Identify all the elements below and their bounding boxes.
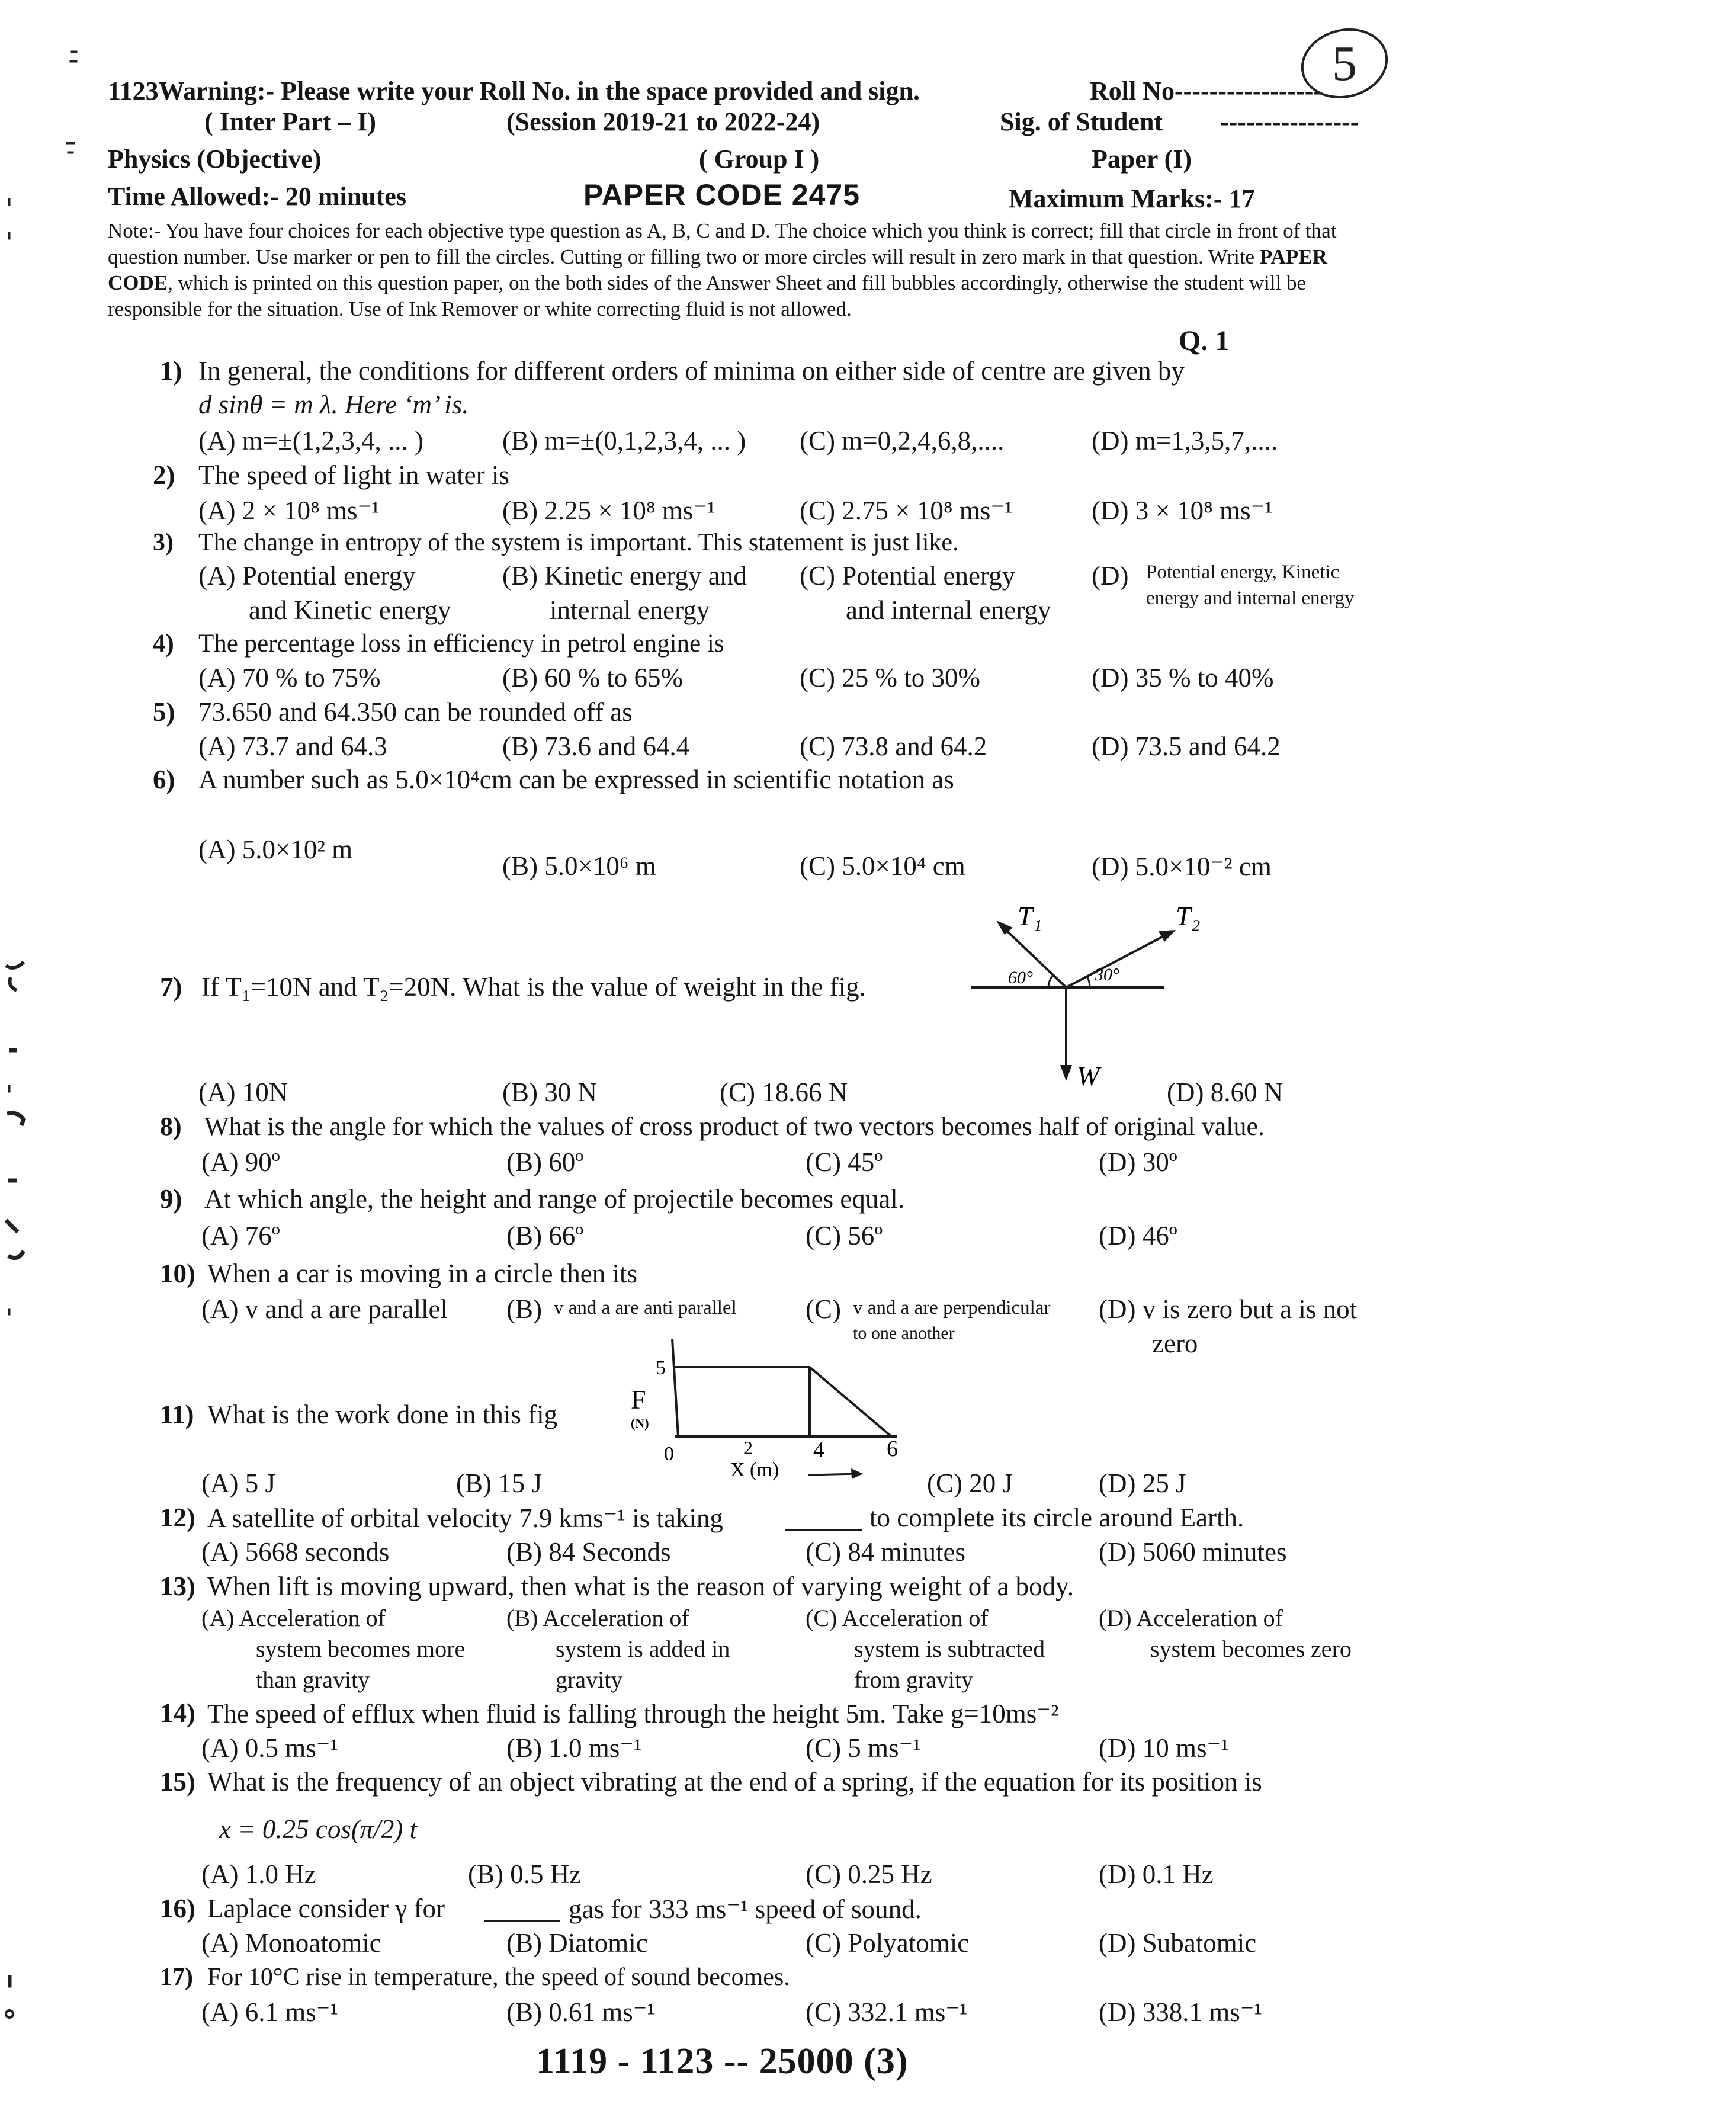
question-number: 9) (160, 1184, 182, 1214)
option-a: (A) 90º (201, 1147, 280, 1177)
question-number: 10) (160, 1259, 195, 1288)
option-d: (D) Acceleration of (1099, 1605, 1283, 1631)
option-b: (B) m=±(0,1,2,3,4, ... ) (502, 426, 746, 456)
option-c: (C) 18.66 N (720, 1077, 848, 1107)
warning-line: 1123Warning:- Please write your Roll No. in the space provided and sign. (108, 76, 920, 105)
option-a-continued: system becomes more (256, 1635, 466, 1662)
option-b-label: (B) (506, 1294, 542, 1324)
option-c-continued: system is subtracted (854, 1635, 1045, 1662)
option-c: v and a are perpendicular (853, 1297, 1051, 1319)
option-b: (B) 84 Seconds (506, 1537, 671, 1567)
roll-number-field: Roll No----------------- (1090, 76, 1323, 105)
question-number: 6) (153, 765, 175, 794)
question-number: 17) (160, 1964, 193, 1991)
question-text: Laplace consider γ for (207, 1894, 445, 1923)
signature-dashes: ---------------- (1220, 107, 1359, 136)
x-tick-2: 2 (743, 1437, 753, 1458)
weight-arrowhead (1060, 1065, 1072, 1081)
x-tick-4: 4 (813, 1438, 824, 1462)
question-number: 8) (160, 1112, 182, 1141)
margin-marks (0, 0, 71, 2120)
circled-page-number (1294, 21, 1401, 116)
option-c: (C) 20 J (927, 1468, 1013, 1498)
footer-code: 1119 - 1123 -- 25000 (3) (536, 2041, 909, 2081)
x-axis-label: X (m) (730, 1459, 779, 1481)
option-b-continued-2: gravity (556, 1666, 623, 1693)
option-a: (A) 6.1 ms⁻¹ (201, 1997, 338, 2027)
question-text: The speed of light in water is (198, 460, 509, 490)
option-d: (D) 30º (1099, 1147, 1177, 1177)
option-b: (B) 2.25 × 10⁸ ms⁻¹ (502, 496, 715, 525)
question-text: If T₁=10N and T₂=20N. What is the value of weight in the fig. (201, 972, 866, 1002)
option-c: (C) 2.75 × 10⁸ ms⁻¹ (800, 496, 1013, 525)
option-c: (C) Polyatomic (806, 1928, 970, 1958)
force-displacement-graph (619, 1339, 951, 1481)
y-axis (672, 1339, 678, 1436)
option-c: (C) 5 ms⁻¹ (806, 1733, 921, 1763)
option-a: (A) 2 × 10⁸ ms⁻¹ (198, 496, 380, 525)
option-b: (B) Kinetic energy and (502, 561, 747, 591)
question-number: 16) (160, 1894, 195, 1923)
answer-blank (785, 1529, 862, 1531)
question-text: What is the angle for which the values of cross product of two vectors becomes half of original value. (204, 1112, 1265, 1141)
subject: Physics (Objective) (108, 145, 322, 174)
option-b: (B) 73.6 and 64.4 (502, 732, 690, 761)
option-d: (D) 8.60 N (1167, 1077, 1283, 1107)
option-d: (D) v is zero but a is not (1099, 1294, 1358, 1324)
angle-30-label: 30° (1095, 965, 1119, 984)
option-c: (C) Potential energy (800, 561, 1016, 591)
option-b: (B) 15 J (456, 1468, 542, 1498)
option-d: (D) 338.1 ms⁻¹ (1099, 1997, 1262, 2027)
option-d: (D) 25 J (1099, 1468, 1186, 1498)
option-d-label: (D) (1092, 561, 1129, 591)
angle-60-label: 60° (1008, 968, 1033, 987)
t1-label: T₁ (1018, 901, 1042, 931)
option-c: (C) 332.1 ms⁻¹ (806, 1997, 968, 2027)
signature-label: Sig. of Student (1000, 107, 1163, 136)
option-b: (B) 0.61 ms⁻¹ (506, 1997, 655, 2027)
option-b: (B) 60º (506, 1147, 584, 1177)
option-d: (D) 46º (1099, 1221, 1177, 1250)
option-a: (A) 0.5 ms⁻¹ (201, 1733, 338, 1763)
option-d: (D) 73.5 and 64.2 (1092, 732, 1281, 761)
option-a: (A) Monoatomic (201, 1928, 381, 1958)
time-allowed: Time Allowed:- 20 minutes (108, 182, 406, 211)
option-a: (A) 10N (198, 1077, 288, 1107)
question-number: 2) (153, 460, 175, 490)
option-b: (B) Diatomic (506, 1928, 648, 1958)
question-text: The percentage loss in efficiency in petrol engine is (198, 630, 724, 658)
option-a: (A) v and a are parallel (201, 1294, 448, 1324)
inter-part: ( Inter Part – I) (204, 107, 376, 136)
x-arrow (808, 1474, 859, 1475)
question-text: At which angle, the height and range of projectile becomes equal. (204, 1184, 905, 1214)
instructions-note: Note:- You have four choices for each objective type question as A, B, C and D. The choice which you think is correct; fill that circle in front of that question number. Use marker or pen to fill the circles. Cutting or filling two or more circles will result in zero mark in that question. Write PAPER CODE, which is printed on this question paper, on the both sides of the Answer Sheet and fill bubbles accordingly, otherwise the student will be responsible for the situation. Use of Ink Remover or white correcting fluid is not allowed. (108, 219, 1337, 320)
maximum-marks: Maximum Marks:- 17 (1009, 184, 1255, 213)
question-text: What is the work done in this fig (207, 1400, 558, 1429)
option-c-continued-2: from gravity (854, 1666, 974, 1693)
question-text-continued: d sinθ = m λ. Here ‘m’ is. (198, 390, 469, 419)
option-b: (B) Acceleration of (506, 1605, 689, 1631)
option-b: (B) 60 % to 65% (502, 663, 683, 692)
option-d: Potential energy, Kinetic (1146, 562, 1340, 583)
question-number: 4) (153, 630, 174, 658)
answer-blank (484, 1920, 560, 1922)
option-a: (A) Potential energy (198, 561, 416, 591)
option-c-continued: and internal energy (846, 595, 1051, 625)
option-d: (D) 5.0×10⁻² cm (1092, 852, 1272, 881)
session: (Session 2019-21 to 2022-24) (506, 107, 820, 136)
t2-label: T₂ (1176, 901, 1201, 931)
option-c: (C) 45º (806, 1147, 883, 1177)
question-text: For 10°C rise in temperature, the speed of sound becomes. (207, 1964, 790, 1991)
option-d: (D) 35 % to 40% (1092, 663, 1274, 692)
circled-number-text: 5 (1332, 36, 1357, 91)
option-b: (B) 0.5 Hz (468, 1859, 582, 1889)
position-equation: x = 0.25 cos(π/2) t (219, 1814, 418, 1844)
question-1-label: Q. 1 (1179, 325, 1230, 357)
question-text: When lift is moving upward, then what is the reason of varying weight of a body. (207, 1571, 1074, 1601)
option-b-continued: system is added in (556, 1635, 730, 1662)
y-tick-5: 5 (656, 1357, 666, 1379)
question-text: In general, the conditions for different orders of minima on either side of centre are given by (198, 356, 1185, 386)
option-c: (C) 5.0×10⁴ cm (800, 851, 965, 881)
option-d: (D) 5060 minutes (1099, 1537, 1287, 1567)
option-c: (C) 84 minutes (806, 1537, 965, 1567)
option-c-label: (C) (806, 1294, 841, 1324)
question-number: 7) (160, 972, 182, 1002)
question-text: 73.650 and 64.350 can be rounded off as (198, 697, 633, 727)
option-a: (A) Acceleration of (201, 1605, 386, 1631)
question-number: 11) (160, 1400, 194, 1429)
option-d: (D) 3 × 10⁸ ms⁻¹ (1092, 496, 1273, 525)
option-b: (B) 30 N (502, 1077, 597, 1107)
option-a-continued: and Kinetic energy (249, 595, 451, 625)
option-d: (D) 10 ms⁻¹ (1099, 1733, 1229, 1763)
option-b: (B) 5.0×10⁶ m (502, 851, 656, 881)
w-label: W (1077, 1061, 1100, 1091)
option-a: (A) 76º (201, 1221, 280, 1250)
option-c: (C) 0.25 Hz (806, 1859, 932, 1889)
option-b-continued: internal energy (550, 595, 710, 625)
option-a: (A) 5 J (201, 1468, 275, 1498)
paper-number: Paper (I) (1092, 145, 1192, 174)
option-a: (A) m=±(1,2,3,4, ... ) (198, 426, 424, 456)
option-a: (A) 5668 seconds (201, 1537, 390, 1567)
option-d-continued: system becomes zero (1150, 1635, 1352, 1662)
option-c: (C) 25 % to 30% (800, 663, 980, 692)
option-d: (D) 0.1 Hz (1099, 1859, 1214, 1889)
option-b: (B) 1.0 ms⁻¹ (506, 1733, 642, 1763)
t2-arrowhead (1159, 930, 1176, 942)
question-number: 14) (160, 1698, 195, 1728)
question-text-continued: gas for 333 ms⁻¹ speed of sound. (569, 1894, 922, 1924)
y-axis-label: F (631, 1384, 646, 1415)
question-number: 1) (160, 356, 182, 386)
question-text: A number such as 5.0×10⁴cm can be expressed in scientific notation as (198, 765, 954, 794)
option-b: v and a are anti parallel (554, 1297, 737, 1319)
option-b: (B) 66º (506, 1221, 584, 1250)
option-c: (C) 73.8 and 64.2 (800, 732, 987, 761)
option-a: (A) 70 % to 75% (198, 663, 381, 692)
question-text: What is the frequency of an object vibrating at the end of a spring, if the equation for its position is (207, 1767, 1262, 1797)
question-number: 12) (160, 1503, 195, 1532)
x-tick-0: 0 (664, 1443, 674, 1465)
question-text-continued: to complete its circle around Earth. (869, 1503, 1244, 1532)
question-number: 5) (153, 697, 175, 727)
option-c-continued: to one another (853, 1323, 955, 1343)
question-number: 15) (160, 1767, 195, 1797)
option-d: (D) m=1,3,5,7,.... (1092, 426, 1278, 456)
option-c: (C) 56º (806, 1221, 883, 1250)
question-text: The change in entropy of the system is important. This statement is just like. (198, 529, 959, 556)
question-text: A satellite of orbital velocity 7.9 kms⁻¹ is taking (207, 1503, 723, 1533)
graph-slope (810, 1367, 891, 1436)
paper-code: PAPER CODE 2475 (583, 178, 861, 211)
question-text: When a car is moving in a circle then its (207, 1259, 637, 1288)
question-number: 13) (160, 1571, 195, 1601)
option-d: (D) Subatomic (1099, 1928, 1257, 1958)
question-number: 3) (153, 529, 174, 556)
question-text: The speed of efflux when fluid is falling through the height 5m. Take g=10ms⁻² (207, 1699, 1059, 1728)
y-axis-unit: (N) (631, 1416, 649, 1431)
option-a: (A) 73.7 and 64.3 (198, 732, 387, 761)
option-c: (C) m=0,2,4,6,8,.... (800, 426, 1005, 456)
option-d-continued: zero (1152, 1329, 1198, 1358)
x-tick-6: 6 (887, 1436, 898, 1461)
option-c: (C) Acceleration of (806, 1605, 989, 1631)
option-a: (A) 5.0×10² m (198, 835, 353, 864)
option-a-continued-2: than gravity (256, 1666, 370, 1693)
option-d-continued: energy and internal energy (1146, 588, 1355, 609)
option-a: (A) 1.0 Hz (201, 1859, 316, 1889)
group: ( Group I ) (699, 145, 820, 174)
